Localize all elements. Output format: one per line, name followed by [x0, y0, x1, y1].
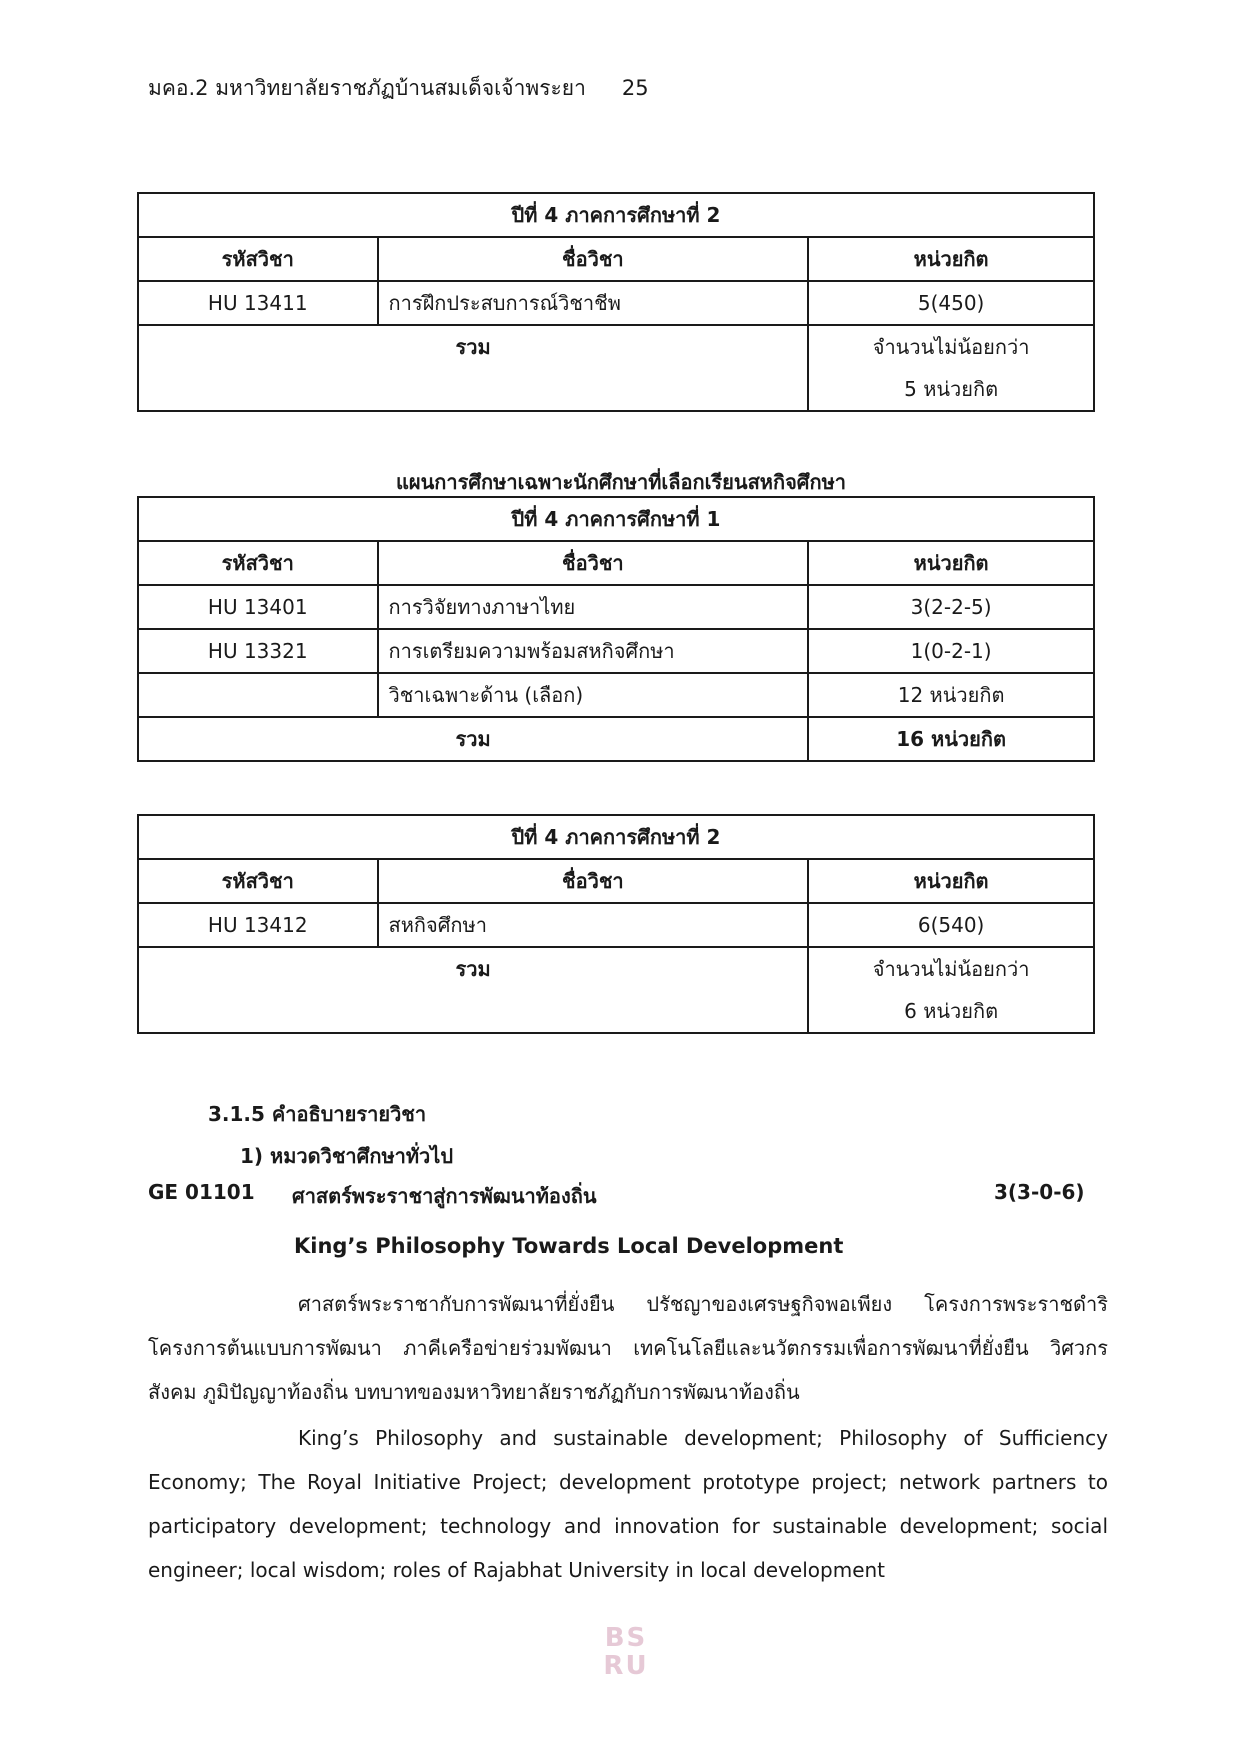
col-header-name: ชื่อวิชา — [378, 237, 809, 281]
course-code-cell: HU 13321 — [138, 629, 378, 673]
total-value — [808, 325, 1094, 411]
total-value — [808, 947, 1094, 1033]
course-code-cell — [138, 673, 378, 717]
col-header-credit: หน่วยกิต — [808, 859, 1094, 903]
total-value-line2: 5 หน่วยกิต — [904, 377, 999, 401]
year4-sem2-coop-table — [137, 814, 1095, 1034]
col-header-name: ชื่อวิชา — [378, 859, 809, 903]
col-header-credit: หน่วยกิต — [808, 237, 1094, 281]
table-title: ปีที่ 4 ภาคการศึกษาที่ 2 — [138, 193, 1094, 237]
total-value-line2: 6 หน่วยกิต — [904, 999, 999, 1023]
course-credit-cell: 1(0-2-1) — [808, 629, 1094, 673]
course-code-cell: HU 13411 — [138, 281, 378, 325]
course-name-cell: การวิจัยทางภาษาไทย — [378, 585, 809, 629]
section-heading-general-education: 1) หมวดวิชาศึกษาทั่วไป — [240, 1144, 454, 1168]
course-credit: 3(3-0-6) — [994, 1180, 1085, 1204]
course-description-th: ศาสตร์พระราชากับการพัฒนาที่ยั่งยืน ปรัชญาของเศรษฐกิจพอเพียง โครงการพระราชดำริ โครงการต้นแบบการพัฒนา ภาคีเครือข่ายร่วมพัฒนา เทคโนโลยีและนวัตกรรมเพื่อการพัฒนาที่ยั่งยืน วิศวกรสังคม ภูมิปัญญาท้องถิ่น บทบาทของมหาวิทยาลัยราชภัฏกับการพัฒนาท้องถิ่น — [148, 1292, 1108, 1404]
course-code-cell: HU 13412 — [138, 903, 378, 947]
table-row — [138, 673, 1094, 717]
col-header-code: รหัสวิชา — [138, 237, 378, 281]
col-header-code: รหัสวิชา — [138, 541, 378, 585]
total-label: รวม — [138, 717, 808, 761]
course-name-en: King’s Philosophy Towards Local Development — [294, 1234, 844, 1258]
table-title: ปีที่ 4 ภาคการศึกษาที่ 2 — [138, 815, 1094, 859]
year4-sem2-internship-table — [137, 192, 1095, 412]
course-code: GE 01101 — [148, 1180, 255, 1204]
total-label: รวม — [138, 947, 808, 1033]
total-label: รวม — [138, 325, 808, 411]
section-heading-315: 3.1.5 คำอธิบายรายวิชา — [208, 1102, 427, 1126]
course-name-th: ศาสตร์พระราชาสู่การพัฒนาท้องถิ่น — [292, 1184, 597, 1208]
year4-sem1-coop-table — [137, 496, 1095, 762]
course-credit-cell: 6(540) — [808, 903, 1094, 947]
col-header-credit: หน่วยกิต — [808, 541, 1094, 585]
course-name-cell: วิชาเฉพาะด้าน (เลือก) — [378, 673, 809, 717]
col-header-name: ชื่อวิชา — [378, 541, 809, 585]
total-value-line1: จำนวนไม่น้อยกว่า — [872, 335, 1030, 359]
course-name-cell: การฝึกประสบการณ์วิชาชีพ — [378, 281, 809, 325]
course-credit-cell: 5(450) — [808, 281, 1094, 325]
course-code-cell: HU 13401 — [138, 585, 378, 629]
total-value-line1: จำนวนไม่น้อยกว่า — [872, 957, 1030, 981]
page-number: 25 — [621, 76, 649, 100]
table-row — [138, 629, 1094, 673]
watermark-line1: BS — [604, 1623, 648, 1653]
table-row — [138, 903, 1094, 947]
col-header-code: รหัสวิชา — [138, 859, 378, 903]
watermark-line2: RU — [603, 1651, 649, 1681]
table-row — [138, 585, 1094, 629]
course-description-en: King’s Philosophy and sustainable development; Philosophy of Sufficiency Economy; The Royal Initiative Project; development prototype project; network partners to participatory development; technology and innovation for sustainable development; social engineer; local wisdom; roles of Rajabhat University in local development — [148, 1426, 1108, 1582]
coop-plan-title: แผนการศึกษาเฉพาะนักศึกษาที่เลือกเรียนสหกิจศึกษา — [396, 470, 846, 494]
course-name-cell: การเตรียมความพร้อมสหกิจศึกษา — [378, 629, 809, 673]
table-row — [138, 281, 1094, 325]
page-header — [148, 72, 649, 105]
course-credit-cell: 3(2-2-5) — [808, 585, 1094, 629]
university-watermark-logo — [596, 1624, 656, 1684]
header-title: มคอ.2 มหาวิทยาลัยราชภัฏบ้านสมเด็จเจ้าพระยา — [148, 76, 586, 100]
total-value: 16 หน่วยกิต — [808, 717, 1094, 761]
course-credit-cell: 12 หน่วยกิต — [808, 673, 1094, 717]
course-name-cell: สหกิจศึกษา — [378, 903, 809, 947]
table-title: ปีที่ 4 ภาคการศึกษาที่ 1 — [138, 497, 1094, 541]
